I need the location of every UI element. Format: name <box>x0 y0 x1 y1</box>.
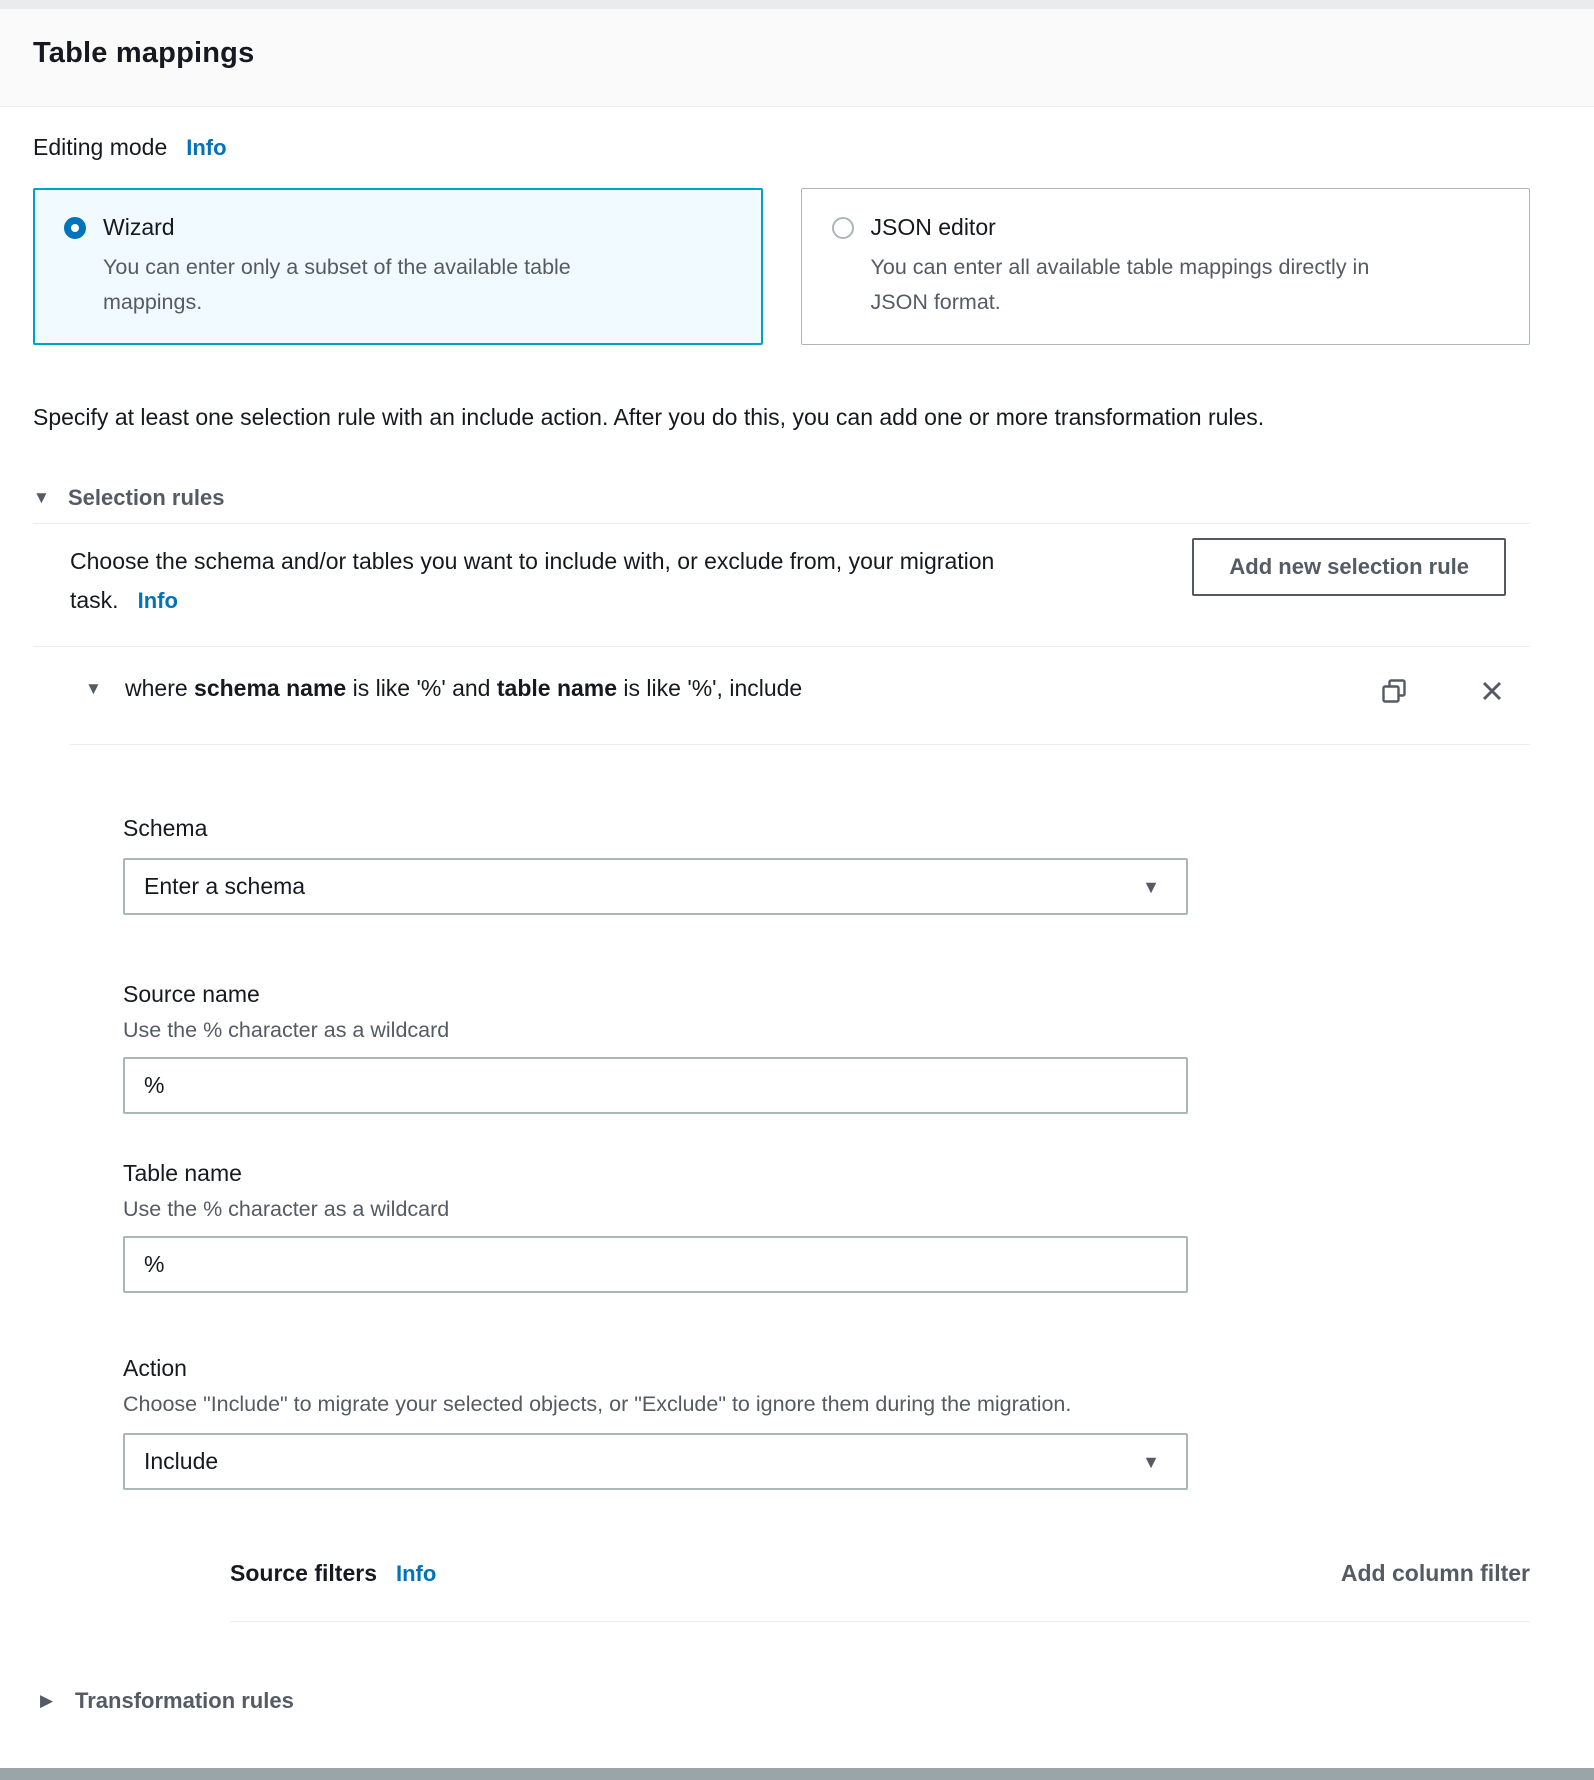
transformation-rules-header[interactable] <box>33 1688 1530 1714</box>
source-name-label: Source name <box>123 981 260 1007</box>
close-rule-icon[interactable] <box>1478 677 1506 705</box>
source-name-hint: Use the % character as a wildcard <box>123 1018 450 1042</box>
json-editor-label: JSON editor <box>870 214 996 240</box>
selection-rule-row[interactable] <box>33 647 1530 732</box>
editing-mode-row <box>33 134 1530 161</box>
tile-wizard[interactable] <box>33 188 763 345</box>
panel-content <box>0 134 1594 1714</box>
tile-wizard-head <box>64 214 732 241</box>
selection-rule-summary: where schema name is like '%' and table name is like '%', include <box>125 675 803 701</box>
selection-rules-header[interactable] <box>33 485 1530 511</box>
source-filters-info-link[interactable]: Info <box>396 1560 437 1586</box>
divider <box>70 744 1530 745</box>
editing-mode-tiles <box>33 188 1530 345</box>
table-name-input[interactable] <box>123 1236 1188 1293</box>
page-title: Table mappings <box>33 37 255 69</box>
chevron-right-icon: ▶ <box>40 1691 54 1710</box>
chevron-down-icon: ▼ <box>85 678 102 698</box>
dropdown-caret-icon: ▼ <box>1142 877 1160 897</box>
source-filters-row <box>230 1560 1530 1587</box>
action-select[interactable] <box>123 1433 1188 1490</box>
schema-select-value: Enter a schema <box>144 873 306 899</box>
selection-rules-intro-row <box>33 542 1530 628</box>
panel-header <box>0 9 1594 107</box>
chevron-down-icon: ▼ <box>33 488 50 507</box>
tile-json-editor[interactable] <box>801 188 1531 345</box>
action-select-value: Include <box>144 1448 219 1474</box>
dropdown-caret-icon: ▼ <box>1142 1452 1160 1472</box>
selection-rules-info-link[interactable]: Info <box>137 588 178 613</box>
wizard-radio[interactable] <box>64 217 86 239</box>
wizard-description: You can enter only a subset of the available table mappings. <box>103 255 571 314</box>
action-label: Action <box>123 1355 187 1381</box>
selection-rule-form <box>33 815 1530 1622</box>
divider <box>33 523 1530 524</box>
divider <box>230 1621 1530 1622</box>
wizard-label: Wizard <box>103 214 175 240</box>
json-editor-description: You can enter all available table mappings directly in JSON format. <box>870 255 1370 314</box>
source-name-input[interactable] <box>123 1057 1188 1114</box>
json-editor-radio[interactable] <box>832 217 854 239</box>
editing-mode-label: Editing mode <box>33 134 168 160</box>
source-filters-label: Source filters <box>230 1560 377 1586</box>
add-column-filter-button[interactable]: Add column filter <box>1340 1560 1530 1586</box>
table-name-label: Table name <box>123 1160 242 1186</box>
action-hint: Choose "Include" to migrate your selected objects, or "Exclude" to ignore them during the migration. <box>123 1392 1072 1416</box>
schema-label: Schema <box>123 815 208 841</box>
selection-rules-description: Choose the schema and/or tables you want to include with, or exclude from, your migration task. Info <box>70 548 995 613</box>
copy-rule-icon[interactable] <box>1380 677 1408 705</box>
selection-rules-title: Selection rules <box>68 485 225 510</box>
add-selection-rule-button[interactable]: Add new selection rule <box>1192 538 1506 596</box>
table-name-hint: Use the % character as a wildcard <box>123 1197 450 1221</box>
editing-mode-info-link[interactable]: Info <box>186 135 227 160</box>
intro-text: Specify at least one selection rule with an include action. After you do this, you can add one or more transformation rules. <box>33 404 1265 430</box>
page-top-strip <box>0 0 1594 9</box>
transformation-rules-title: Transformation rules <box>75 1688 294 1713</box>
tile-json-editor-head <box>832 214 1500 241</box>
bottom-panel-edge <box>0 1768 1594 1780</box>
schema-select[interactable] <box>123 858 1188 915</box>
